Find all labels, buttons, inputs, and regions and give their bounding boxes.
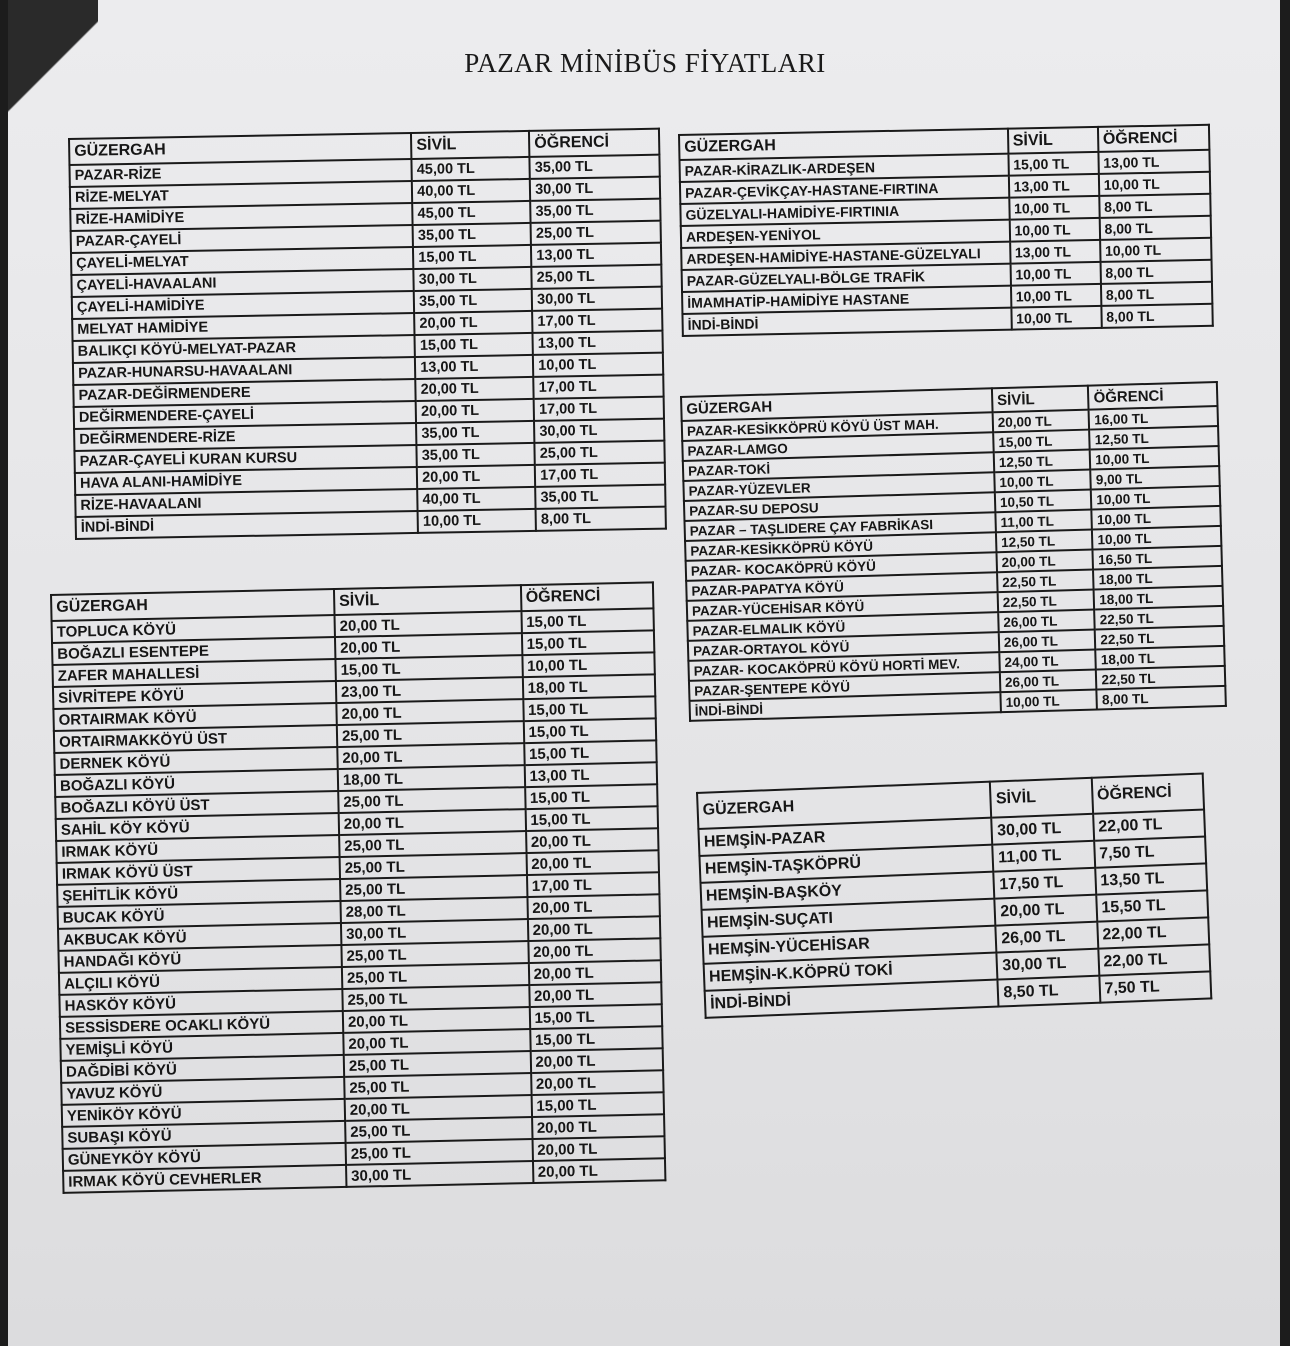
total-civil-price: 10,00 TL xyxy=(418,509,536,533)
civil-price: 25,00 TL xyxy=(342,963,529,989)
civil-price: 25,00 TL xyxy=(342,985,529,1011)
student-price: 13,00 TL xyxy=(524,762,657,787)
route-name: HEMŞİN-PAZAR xyxy=(698,818,992,856)
civil-price: 45,00 TL xyxy=(412,201,530,225)
civil-price: 30,00 TL xyxy=(997,949,1099,980)
route-name: ARDEŞEN-YENİYOL xyxy=(681,220,1010,248)
student-price: 13,50 TL xyxy=(1095,863,1207,894)
total-civil-price: 10,00 TL xyxy=(1000,689,1097,712)
student-price: 8,00 TL xyxy=(1099,216,1211,240)
route-name: BALIKÇI KÖYÜ-MELYAT-PAZAR xyxy=(73,335,416,363)
student-price: 13,00 TL xyxy=(1098,150,1210,174)
route-name: PAZAR-ÇAYELİ xyxy=(71,225,414,253)
header-civil: SİVİL xyxy=(1008,127,1099,154)
header-student: ÖĞRENCİ xyxy=(1098,125,1210,152)
student-price: 22,00 TL xyxy=(1098,944,1210,975)
header-student: ÖĞRENCİ xyxy=(520,582,653,611)
student-price: 17,00 TL xyxy=(527,872,660,897)
student-price: 16,00 TL xyxy=(1089,406,1218,430)
route-name: PAZAR-RİZE xyxy=(69,159,412,187)
route-name: İMAMHATİP-HAMİDİYE HASTANE xyxy=(682,286,1011,314)
civil-price: 22,50 TL xyxy=(997,570,1094,593)
route-name: PAZAR-KESİKKÖPRÜ KÖYÜ xyxy=(685,532,996,561)
civil-price: 26,00 TL xyxy=(1000,669,1097,692)
route-name: PAZAR-TOKİ xyxy=(683,452,994,481)
civil-price: 20,00 TL xyxy=(339,809,526,835)
student-price: 18,00 TL xyxy=(1096,646,1225,670)
route-name: HEMŞİN-YÜCEHİSAR xyxy=(703,926,997,964)
route-name: GÜZELYALI-HAMİDİYE-FIRTINIA xyxy=(680,198,1009,226)
header-civil: SİVİL xyxy=(992,386,1089,413)
student-price: 10,00 TL xyxy=(1091,486,1220,510)
route-name: PAZAR-ÇAYELİ KURAN KURSU xyxy=(74,445,417,473)
civil-price: 25,00 TL xyxy=(345,1139,532,1165)
civil-price: 40,00 TL xyxy=(417,487,535,511)
student-price: 15,50 TL xyxy=(1096,890,1208,921)
civil-price: 25,00 TL xyxy=(337,721,524,747)
student-price: 20,00 TL xyxy=(533,1158,666,1183)
civil-price: 30,00 TL xyxy=(414,267,532,291)
student-price: 20,00 TL xyxy=(526,828,659,853)
header-civil: SİVİL xyxy=(334,585,521,615)
student-price: 15,00 TL xyxy=(529,1004,662,1029)
student-price: 15,00 TL xyxy=(531,1092,664,1117)
route-name: HANDAĞI KÖYÜ xyxy=(58,945,341,973)
civil-price: 30,00 TL xyxy=(992,814,1094,845)
price-table-hemsin xyxy=(696,772,1212,1018)
student-price: 10,00 TL xyxy=(1092,506,1221,530)
header-civil: SİVİL xyxy=(411,131,529,159)
student-price: 25,00 TL xyxy=(532,265,662,289)
civil-price: 40,00 TL xyxy=(412,179,530,203)
route-name: IRMAK KÖYÜ ÜST xyxy=(57,857,340,885)
route-name: HEMŞİN-TAŞKÖPRÜ xyxy=(699,845,993,883)
route-name: ORTAIRMAKKÖYÜ ÜST xyxy=(54,725,337,753)
civil-price: 10,00 TL xyxy=(1010,262,1100,286)
route-name: ZAFER MAHALLESİ xyxy=(52,659,335,687)
student-price: 8,00 TL xyxy=(1100,260,1212,284)
civil-price: 10,00 TL xyxy=(1009,218,1099,242)
student-price: 20,00 TL xyxy=(529,982,662,1007)
civil-price: 20,00 TL xyxy=(417,465,535,489)
student-price: 15,00 TL xyxy=(525,806,658,831)
route-name: DEĞİRMENDERE-RİZE xyxy=(74,423,417,451)
route-name: YAVUZ KÖYÜ xyxy=(61,1077,344,1105)
civil-price: 25,00 TL xyxy=(344,1051,531,1077)
student-price: 20,00 TL xyxy=(526,850,659,875)
civil-price: 10,00 TL xyxy=(1009,196,1099,220)
student-price: 35,00 TL xyxy=(530,155,660,179)
route-name: YENİKÖY KÖYÜ xyxy=(62,1099,345,1127)
civil-price: 26,00 TL xyxy=(999,630,1096,653)
price-table-pazar-rize xyxy=(68,128,667,540)
total-label: İNDİ-BİNDİ xyxy=(76,511,419,539)
route-name: RİZE-HAVAALANI xyxy=(75,489,418,517)
civil-price: 22,50 TL xyxy=(997,590,1094,613)
civil-price: 20,00 TL xyxy=(343,1029,530,1055)
student-price: 15,00 TL xyxy=(523,718,656,743)
civil-price: 24,00 TL xyxy=(999,649,1096,672)
student-price: 20,00 TL xyxy=(528,938,661,963)
student-price: 20,00 TL xyxy=(527,894,660,919)
total-label: İNDİ-BİNDİ xyxy=(705,980,999,1018)
student-price: 25,00 TL xyxy=(535,441,665,465)
route-name: HAVA ALANI-HAMİDİYE xyxy=(75,467,418,495)
civil-price: 12,50 TL xyxy=(994,450,1091,473)
student-price: 15,00 TL xyxy=(524,740,657,765)
civil-price: 30,00 TL xyxy=(341,919,528,945)
student-price: 8,00 TL xyxy=(1101,282,1213,306)
route-name: HEMŞİN-BAŞKÖY xyxy=(700,872,994,910)
student-price: 17,00 TL xyxy=(532,309,662,333)
student-price: 10,00 TL xyxy=(1092,526,1221,550)
route-name: PAZAR-LAMGO xyxy=(682,432,993,461)
route-name: PAZAR-ÇEVİKÇAY-HASTANE-FIRTINA xyxy=(680,176,1009,204)
route-name: PAZAR- KOCAKÖPRÜ KÖYÜ HORTİ MEV. xyxy=(688,652,999,681)
route-name: ORTAIRMAK KÖYÜ xyxy=(53,703,336,731)
civil-price: 20,00 TL xyxy=(414,311,532,335)
civil-price: 30,00 TL xyxy=(346,1161,533,1187)
student-price: 18,00 TL xyxy=(1094,586,1223,610)
civil-price: 11,00 TL xyxy=(995,510,1092,533)
civil-price: 13,00 TL xyxy=(1008,174,1098,198)
route-name: PAZAR-ORTAYOL KÖYÜ xyxy=(688,632,999,661)
route-name: GÜNEYKÖY KÖYÜ xyxy=(63,1143,346,1171)
student-price: 13,00 TL xyxy=(531,243,661,267)
student-price: 25,00 TL xyxy=(531,221,661,245)
route-name: DAĞDİBİ KÖYÜ xyxy=(61,1055,344,1083)
civil-price: 20,00 TL xyxy=(334,611,521,637)
price-table-villages xyxy=(50,581,666,1194)
route-name: SESSİSDERE OCAKLI KÖYÜ xyxy=(60,1011,343,1039)
civil-price: 10,00 TL xyxy=(994,470,1091,493)
civil-price: 25,00 TL xyxy=(340,853,527,879)
civil-price: 15,00 TL xyxy=(415,333,533,357)
student-price: 20,00 TL xyxy=(530,1048,663,1073)
route-name: RİZE-MELYAT xyxy=(70,181,413,209)
civil-price: 35,00 TL xyxy=(414,289,532,313)
civil-price: 35,00 TL xyxy=(413,223,531,247)
student-price: 17,00 TL xyxy=(534,397,664,421)
student-price: 15,00 TL xyxy=(523,696,656,721)
header-route: GÜZERGAH xyxy=(681,388,992,421)
price-table-kesikkopru xyxy=(680,381,1227,722)
route-name: PAZAR-YÜCEHİSAR KÖYÜ xyxy=(687,592,998,621)
student-price: 20,00 TL xyxy=(527,916,660,941)
page-title: PAZAR MİNİBÜS FİYATLARI xyxy=(464,48,826,78)
student-price: 18,00 TL xyxy=(522,674,655,699)
civil-price: 20,00 TL xyxy=(415,377,533,401)
civil-price: 15,00 TL xyxy=(1008,152,1098,176)
student-price: 10,00 TL xyxy=(1100,238,1212,262)
header-route: GÜZERGAH xyxy=(51,589,334,621)
civil-price: 25,00 TL xyxy=(340,875,527,901)
civil-price: 17,50 TL xyxy=(994,868,1096,899)
route-name: PAZAR-HUNARSU-HAVAALANI xyxy=(73,357,416,385)
student-price: 22,50 TL xyxy=(1096,666,1225,690)
civil-price: 45,00 TL xyxy=(412,157,530,181)
civil-price: 26,00 TL xyxy=(996,922,1098,953)
civil-price: 25,00 TL xyxy=(339,831,526,857)
header-route: GÜZERGAH xyxy=(679,129,1008,160)
header-route: GÜZERGAH xyxy=(697,782,992,829)
student-price: 15,00 TL xyxy=(530,1026,663,1051)
route-name: PAZAR- KOCAKÖPRÜ KÖYÜ xyxy=(686,552,997,581)
route-name: ÇAYELİ-HAMİDİYE xyxy=(72,291,415,319)
route-name: DERNEK KÖYÜ xyxy=(54,747,337,775)
civil-price: 26,00 TL xyxy=(998,610,1095,633)
civil-price: 20,00 TL xyxy=(343,1007,530,1033)
student-price: 30,00 TL xyxy=(534,419,664,443)
student-price: 22,50 TL xyxy=(1094,606,1223,630)
route-name: BUCAK KÖYÜ xyxy=(58,901,341,929)
civil-price: 23,00 TL xyxy=(336,677,523,703)
total-student-price: 7,50 TL xyxy=(1099,971,1211,1002)
civil-price: 28,00 TL xyxy=(340,897,527,923)
student-price: 30,00 TL xyxy=(532,287,662,311)
student-price: 35,00 TL xyxy=(530,199,660,223)
total-civil-price: 10,00 TL xyxy=(1011,306,1101,330)
civil-price: 35,00 TL xyxy=(416,421,534,445)
total-label: İNDİ-BİNDİ xyxy=(690,692,1001,721)
civil-price: 25,00 TL xyxy=(345,1117,532,1143)
route-name: SAHİL KÖY KÖYÜ xyxy=(56,813,339,841)
civil-price: 20,00 TL xyxy=(992,410,1089,433)
total-civil-price: 8,50 TL xyxy=(998,976,1100,1007)
route-name: PAZAR-ELMALIK KÖYÜ xyxy=(687,612,998,641)
student-price: 7,50 TL xyxy=(1094,836,1206,867)
route-name: HASKÖY KÖYÜ xyxy=(59,989,342,1017)
total-student-price: 8,00 TL xyxy=(536,507,666,531)
civil-price: 13,00 TL xyxy=(415,355,533,379)
route-name: SUBAŞI KÖYÜ xyxy=(62,1121,345,1149)
route-name: ÇAYELİ-HAVAALANI xyxy=(71,269,414,297)
header-civil: SİVİL xyxy=(990,778,1092,818)
route-name: RİZE-HAMİDİYE xyxy=(70,203,413,231)
student-price: 18,00 TL xyxy=(1093,566,1222,590)
student-price: 13,00 TL xyxy=(533,331,663,355)
route-name: SİVRİTEPE KÖYÜ xyxy=(53,681,336,709)
student-price: 35,00 TL xyxy=(535,485,665,509)
student-price: 22,00 TL xyxy=(1093,810,1205,841)
civil-price: 20,00 TL xyxy=(416,399,534,423)
route-name: BOĞAZLI KÖYÜ ÜST xyxy=(55,791,338,819)
civil-price: 15,00 TL xyxy=(413,245,531,269)
total-student-price: 8,00 TL xyxy=(1101,304,1213,328)
route-name: PAZAR-PAPATYA KÖYÜ xyxy=(686,572,997,601)
student-price: 17,00 TL xyxy=(535,463,665,487)
student-price: 30,00 TL xyxy=(530,177,660,201)
student-price: 20,00 TL xyxy=(532,1136,665,1161)
route-name: PAZAR – TAŞLIDERE ÇAY FABRİKASI xyxy=(684,512,995,541)
student-price: 10,00 TL xyxy=(522,652,655,677)
student-price: 15,00 TL xyxy=(525,784,658,809)
route-name: HEMŞİN-K.KÖPRÜ TOKİ xyxy=(704,953,998,991)
route-name: DEĞİRMENDERE-ÇAYELİ xyxy=(74,401,417,429)
student-price: 15,00 TL xyxy=(521,608,654,633)
header-student: ÖĞRENCİ xyxy=(529,129,659,157)
route-name: IRMAK KÖYÜ xyxy=(56,835,339,863)
route-name: BOĞAZLI KÖYÜ xyxy=(55,769,338,797)
civil-price: 20,00 TL xyxy=(335,633,522,659)
route-name: YEMİŞLİ KÖYÜ xyxy=(60,1033,343,1061)
student-price: 22,00 TL xyxy=(1097,917,1209,948)
route-name: ÇAYELİ-MELYAT xyxy=(71,247,414,275)
civil-price: 10,50 TL xyxy=(995,490,1092,513)
student-price: 10,00 TL xyxy=(533,353,663,377)
civil-price: 35,00 TL xyxy=(417,443,535,467)
price-table-ardesen xyxy=(678,124,1214,337)
civil-price: 20,00 TL xyxy=(995,895,1097,926)
route-name: AKBUCAK KÖYÜ xyxy=(58,923,341,951)
student-price: 15,00 TL xyxy=(521,630,654,655)
route-name: MELYAT HAMİDİYE xyxy=(72,313,415,341)
route-name: ALÇILI KÖYÜ xyxy=(59,967,342,995)
student-price: 12,50 TL xyxy=(1089,426,1218,450)
civil-price: 13,00 TL xyxy=(1010,240,1100,264)
civil-price: 25,00 TL xyxy=(338,787,525,813)
route-name: IRMAK KÖYÜ CEVHERLER xyxy=(63,1165,346,1193)
route-name: PAZAR-YÜZEVLER xyxy=(683,472,994,501)
civil-price: 10,00 TL xyxy=(1011,284,1101,308)
student-price: 10,00 TL xyxy=(1099,172,1211,196)
student-price: 22,50 TL xyxy=(1095,626,1224,650)
student-price: 20,00 TL xyxy=(528,960,661,985)
civil-price: 25,00 TL xyxy=(344,1073,531,1099)
student-price: 10,00 TL xyxy=(1090,446,1219,470)
route-name: HEMŞİN-SUÇATI xyxy=(702,899,996,937)
header-student: ÖĞRENCİ xyxy=(1088,382,1217,410)
civil-price: 20,00 TL xyxy=(336,699,523,725)
civil-price: 20,00 TL xyxy=(996,550,1093,573)
route-name: TOPLUCA KÖYÜ xyxy=(52,615,335,643)
student-price: 16,50 TL xyxy=(1093,546,1222,570)
header-route: GÜZERGAH xyxy=(69,133,412,165)
route-name: PAZAR-KESİKKÖPRÜ KÖYÜ ÜST MAH. xyxy=(682,412,993,441)
student-price: 17,00 TL xyxy=(533,375,663,399)
civil-price: 15,00 TL xyxy=(335,655,522,681)
total-student-price: 8,00 TL xyxy=(1097,686,1226,710)
route-name: ARDEŞEN-HAMİDİYE-HASTANE-GÜZELYALI xyxy=(681,242,1010,270)
civil-price: 20,00 TL xyxy=(337,743,524,769)
route-name: PAZAR-DEĞİRMENDERE xyxy=(73,379,416,407)
civil-price: 15,00 TL xyxy=(993,430,1090,453)
route-name: PAZAR-GÜZELYALI-BÖLGE TRAFİK xyxy=(682,264,1011,292)
total-label: İNDİ-BİNDİ xyxy=(682,308,1011,336)
student-price: 8,00 TL xyxy=(1099,194,1211,218)
route-name: PAZAR-KİRAZLIK-ARDEŞEN xyxy=(679,154,1008,182)
student-price: 9,00 TL xyxy=(1091,466,1220,490)
route-name: PAZAR-SU DEPOSU xyxy=(684,492,995,521)
civil-price: 20,00 TL xyxy=(345,1095,532,1121)
student-price: 20,00 TL xyxy=(531,1070,664,1095)
civil-price: 12,50 TL xyxy=(996,530,1093,553)
route-name: BOĞAZLI ESENTEPE xyxy=(52,637,335,665)
route-name: ŞEHİTLİK KÖYÜ xyxy=(57,879,340,907)
civil-price: 11,00 TL xyxy=(993,841,1095,872)
student-price: 20,00 TL xyxy=(532,1114,665,1139)
header-student: ÖĞRENCİ xyxy=(1091,774,1204,814)
civil-price: 18,00 TL xyxy=(338,765,525,791)
route-name: PAZAR-ŞENTEPE KÖYÜ xyxy=(689,672,1000,701)
civil-price: 25,00 TL xyxy=(341,941,528,967)
